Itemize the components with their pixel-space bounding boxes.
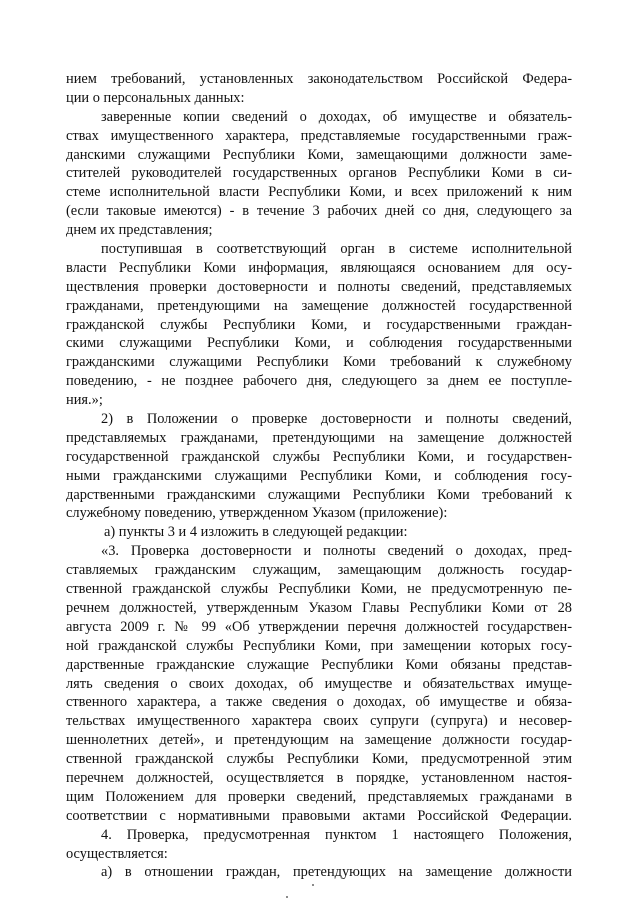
text-line: перечнем должностей, осуществляется в порядке, установленном настоя-: [66, 769, 572, 786]
text-line: ществления проверки достоверности и полноты сведений, представляемых: [66, 278, 572, 295]
text-line: а) в отношении граждан, претендующих на замещение должности: [101, 864, 572, 881]
text-line: власти Республики Коми информация, являющаяся основанием для осу-: [66, 259, 572, 276]
text-line: 4. Проверка, предусмотренная пунктом 1 настоящего Положения,: [101, 826, 572, 843]
text-line: дарственными гражданскими служащими Республики Коми требований к: [66, 486, 572, 503]
text-line: дарственные гражданские служащие Республики Коми обязаны представ-: [66, 656, 572, 673]
text-line: ставляемых гражданским служащим, замещающим должность государ-: [66, 562, 572, 579]
text-line: ственной гражданской службы Республики Коми, предусмотренной этим: [66, 751, 572, 768]
text-line: гражданской службы Республики Коми, и государственными граждан-: [66, 316, 572, 333]
text-line: ния.»;: [66, 392, 103, 409]
text-line: стителей руководителей государственных органов Республики Коми в си-: [66, 165, 572, 182]
text-line: нием требований, установленных законодательством Российской Федера-: [66, 71, 572, 87]
text-line: днем их представления;: [66, 222, 213, 239]
text-line: данскими служащими Республики Коми, замещающими должности заме-: [66, 146, 572, 163]
text-line: стеме исполнительной власти Республики Коми, и всех приложений к ним: [66, 184, 572, 201]
text-line: речнем должностей, утвержденным Указом Главы Республики Коми от 28: [66, 599, 572, 616]
text-line: поведению, - не позднее рабочего дня, следующего за днем ее поступле-: [66, 373, 572, 390]
text-line: представляемых гражданами, претендующими на замещение должностей: [66, 429, 572, 446]
document-body: [66, 70, 572, 882]
text-line: августа 2009 г. № 99 «Об утверждении перечня должностей государствен-: [66, 618, 572, 635]
text-line: поступившая в соответствующий орган в системе исполнительной: [101, 241, 572, 258]
text-line: а) пункты 3 и 4 изложить в следующей редакции:: [104, 524, 408, 541]
text-line: лять сведения о своих доходах, об имуществе и обязательствах имуще-: [66, 675, 572, 692]
text-line: ными гражданскими служащими Республики Коми, и соблюдения госу-: [66, 467, 572, 484]
text-line: гражданами, претендующими на замещение должностей государственной: [66, 297, 572, 314]
text-line: ции о персональных данных:: [66, 89, 245, 106]
text-line: «3. Проверка достоверности и полноты сведений о доходах, пред-: [101, 543, 572, 560]
text-line: ственного характера, а также сведения о доходах, об имуществе и обяза-: [66, 694, 572, 711]
text-line: государственной гражданской службы Республики Коми, и государствен-: [66, 448, 572, 465]
scan-speck: [286, 896, 288, 898]
text-line: заверенные копии сведений о доходах, об имуществе и обязатель-: [101, 108, 572, 125]
scan-speck: [312, 884, 314, 886]
text-line: 2) в Положении о проверке достоверности и полноты сведений,: [101, 411, 572, 428]
text-line: соответствии с нормативными правовыми актами Российской Федерации.: [66, 807, 572, 824]
text-line: ной гражданской службы Республики Коми, при замещении которых госу-: [66, 637, 572, 654]
text-line: скими служащими Республики Коми, и соблюдения государственными: [66, 335, 572, 352]
text-line: щим Положением для проверки сведений, представляемых гражданами в: [66, 788, 572, 805]
text-line: шеннолетних детей», и претендующим на замещение должности государ-: [66, 732, 572, 749]
text-line: гражданскими служащими Республики Коми требований к служебному: [66, 354, 572, 371]
text-line: (если таковые имеются) - в течение 3 рабочих дней со дня, следующего за: [66, 203, 572, 220]
text-line: ственной гражданской службы Республики Коми, не предусмотренную пе-: [66, 581, 572, 598]
text-line: служебному поведению, утвержденном Указом (приложение):: [66, 505, 448, 522]
text-line: тельствах имущественного характера своих супруги (супруга) и несовер-: [66, 713, 572, 730]
text-line: осуществляется:: [66, 845, 168, 862]
text-line: ствах имущественного характера, представляемые государственными граж-: [66, 127, 572, 144]
